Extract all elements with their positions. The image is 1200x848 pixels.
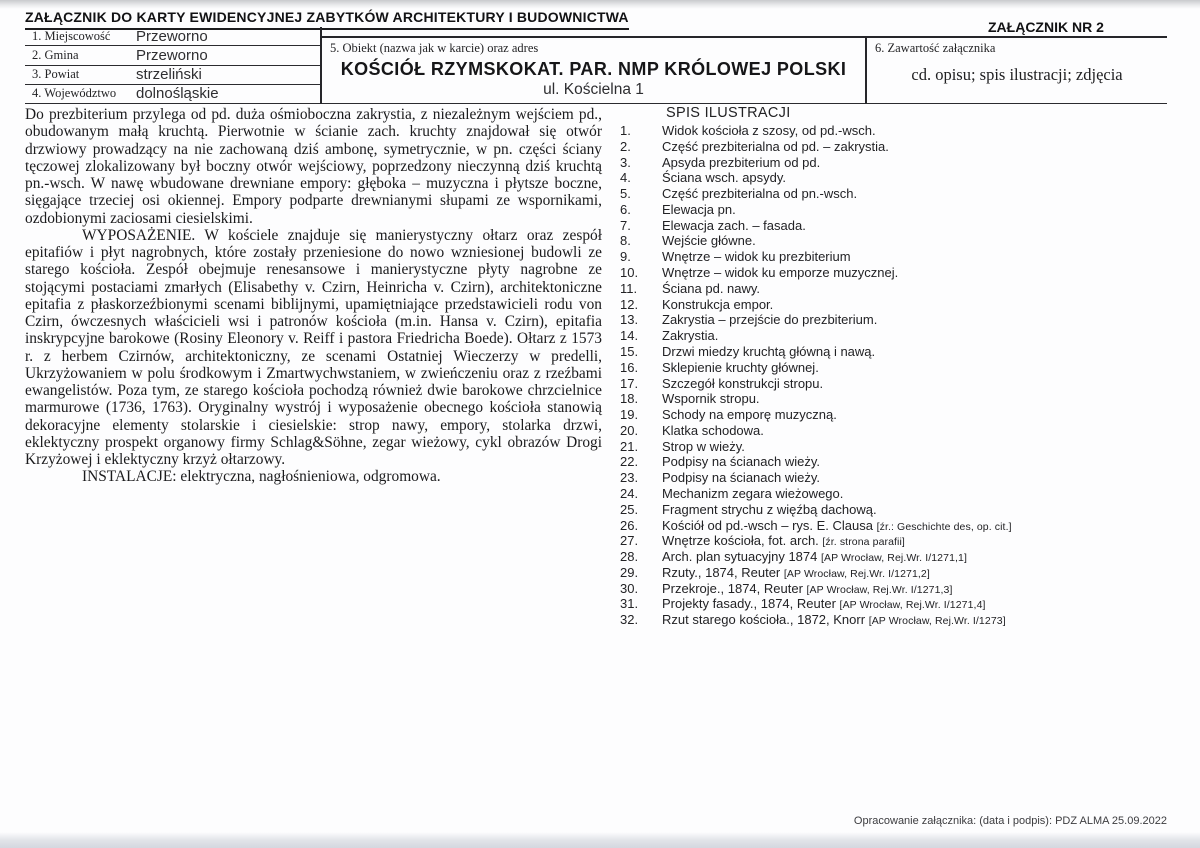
illustration-caption: Projekty fasady., 1874, Reuter	[662, 596, 836, 612]
illustration-number: 14.	[620, 328, 639, 344]
object-cell	[322, 36, 865, 104]
illustration-number: 4.	[620, 170, 631, 186]
illustration-text	[662, 250, 1085, 266]
illustration-caption: Wspornik stropu.	[662, 391, 760, 407]
illustration-ref: [AP Wrocław, Rej.Wr. I/1273]	[868, 615, 1006, 628]
object-address: ul. Kościelna 1	[543, 81, 644, 98]
illustration-number: 2.	[620, 138, 631, 154]
illustration-item	[620, 392, 1085, 408]
illustration-text	[662, 140, 1085, 156]
illustration-caption: Część prezbiterialna od pn.-wsch.	[662, 186, 858, 202]
illustration-text	[662, 503, 1085, 519]
illustration-ref: [AP Wrocław, Rej.Wr. I/1271,2]	[783, 567, 930, 580]
illustration-caption: Wnętrze – widok ku emporze muzycznej.	[662, 265, 899, 281]
illustration-item	[620, 187, 1085, 203]
illustration-item	[620, 566, 1085, 582]
illustration-item	[620, 234, 1085, 250]
illustration-number: 30.	[620, 580, 639, 596]
illustration-number: 11.	[620, 280, 638, 296]
illustrations-title: SPIS ILUSTRACJI	[666, 105, 791, 121]
illustration-number: 6.	[620, 201, 631, 217]
illustration-text	[662, 345, 1085, 361]
field-row	[25, 85, 320, 104]
field-label: 4. Województwo	[32, 86, 117, 101]
illustration-number: 25.	[620, 501, 639, 517]
illustration-item	[620, 219, 1085, 235]
illustration-item	[620, 487, 1085, 503]
illustration-text	[662, 440, 1085, 456]
illustration-caption: Arch. plan sytuacyjny 1874	[662, 549, 818, 565]
illustration-ref: [AP Wrocław, Rej.Wr. I/1271,1]	[821, 552, 967, 565]
illustration-ref: [źr.: Geschichte des, op. cit.]	[876, 520, 1012, 533]
illustration-caption: Rzuty., 1874, Reuter	[662, 564, 781, 580]
illustration-item	[620, 408, 1085, 424]
attachment-number: ZAŁĄCZNIK NR 2	[988, 19, 1104, 35]
illustration-item	[620, 140, 1085, 156]
illustration-number: 19.	[620, 407, 639, 423]
illustration-item	[620, 298, 1085, 314]
illustration-number: 3.	[620, 154, 631, 170]
illustration-item	[620, 550, 1085, 566]
illustration-number: 18.	[620, 391, 639, 407]
location-fields-table	[25, 27, 322, 104]
illustration-number: 12.	[620, 296, 639, 312]
field-row	[25, 27, 320, 46]
object-name: KOŚCIÓŁ RZYMSKOKAT. PAR. NMP KRÓLOWEJ POLSKI	[340, 59, 847, 79]
illustration-item	[620, 440, 1085, 456]
illustration-caption: Szczegół konstrukcji stropu.	[662, 375, 824, 391]
illustration-caption: Sklepienie kruchty głównej.	[662, 359, 819, 375]
field-row	[25, 46, 320, 65]
footer-note: Opracowanie załącznika: (data i podpis): PDZ ALMA 25.09.2022	[853, 815, 1167, 827]
illustration-caption: Wejście główne.	[662, 233, 756, 249]
illustration-number: 27.	[620, 533, 639, 549]
field-row	[25, 66, 320, 85]
description-paragraph: WYPOSAŻENIE. W kościele znajduje się manierystyczny ołtarz oraz zespół epitafiów i płyt nagrobnych, które zostały przeniesione do nowo wzniesionej budowli ze starego kościoła. Zespół obejmuje renesansowe i manierystyczne płyty nagrobne ze stojącymi postaciami zmarłych (Elisabethy v. Czirn, Heinricha v. Czirn), architektoniczne epitafia z płaskorzeźbionymi scenami biblijnymi, upamiętniające przedstawicieli rodu von Czirn, ówczesnych właścicieli wsi i patronów kościoła (m.in. Hansa v. Czirn), epitafia inskrypcyjne barokowe (Rosiny Eleonory v. Reiff i pastora Friedricha Boede). Ołtarz z 1573 r. z herbem Czirnów, architektoniczny, ze scenami Ostatniej Wieczerzy w predelli, Ukrzyżowaniem w polu środkowym i Zmartwychwstaniem, w zwieńczeniu oraz z rzeźbami ewangelistów. Poza tym, ze starego kościoła pochodzą również dwie barokowe chrzcielnice marmurowe (1736, 1763). Oryginalny wystrój i wyposażenie obecnego kościoła stanowią dekoracyjne elementy stolarskie i ciesielskie: strop nawy, empory, stolarka drzwi, eklektyczny prospekt organowy firmy Schlag&Söhne, zegar wieżowy, cykl obrazów Drogi Krzyżowej i eklektyczny krzyż ołtarzowy.	[25, 226, 602, 468]
field-value: strzeliński	[136, 66, 202, 84]
illustration-caption: Rzut starego kościoła., 1872, Knorr	[662, 612, 866, 628]
illustration-text	[662, 392, 1085, 408]
illustration-item	[620, 282, 1085, 298]
illustration-item	[620, 156, 1085, 172]
contents-cell	[865, 36, 1167, 104]
illustration-caption: Klatka schodowa.	[662, 422, 764, 438]
illustration-text	[662, 313, 1085, 329]
illustration-number: 32.	[620, 612, 639, 628]
illustration-ref: [AP Wrocław, Rej.Wr. I/1271,4]	[839, 599, 986, 612]
illustration-text	[662, 187, 1085, 203]
illustration-caption: Drzwi miedzy kruchtą główną i nawą.	[662, 343, 876, 359]
illustration-number: 26.	[620, 517, 639, 533]
illustration-item	[620, 503, 1085, 519]
illustration-item	[620, 534, 1085, 550]
illustration-ref: [źr. strona parafii]	[822, 536, 905, 549]
illustration-text	[662, 266, 1085, 282]
illustration-text	[662, 361, 1085, 377]
illustration-number: 9.	[620, 249, 631, 265]
illustration-item	[620, 203, 1085, 219]
description-paragraph: INSTALACJE: elektryczna, nagłośnieniowa, odgromowa.	[82, 468, 441, 486]
illustration-caption: Ściana pd. nawy.	[662, 280, 761, 296]
illustration-text	[662, 282, 1085, 298]
illustration-item	[620, 377, 1085, 393]
object-cell-label: 5. Obiekt (nazwa jak w karcie) oraz adres	[330, 41, 539, 55]
illustration-text	[662, 424, 1085, 440]
illustration-text	[662, 597, 1085, 613]
illustration-text	[662, 171, 1085, 187]
document-title: ZAŁĄCZNIK DO KARTY EWIDENCYJNEJ ZABYTKÓW ARCHITEKTURY I BUDOWNICTWA	[25, 9, 629, 30]
illustration-item	[620, 582, 1085, 598]
illustration-caption: Podpisy na ścianach wieży.	[662, 454, 821, 470]
illustration-number: 8.	[620, 233, 631, 249]
illustration-number: 21.	[620, 438, 639, 454]
illustration-number: 20.	[620, 422, 639, 438]
illustration-text	[662, 550, 1085, 566]
illustration-text	[662, 487, 1085, 503]
illustration-number: 17.	[620, 375, 639, 391]
illustrations-column	[620, 105, 1085, 629]
illustration-item	[620, 455, 1085, 471]
illustration-text	[662, 566, 1085, 582]
illustration-item	[620, 124, 1085, 140]
illustration-number: 7.	[620, 217, 631, 233]
illustration-text	[662, 234, 1085, 250]
illustration-caption: Wnętrze kościoła, fot. arch.	[662, 533, 819, 549]
illustration-caption: Widok kościoła z szosy, od pd.-wsch.	[662, 123, 876, 138]
illustration-item	[620, 171, 1085, 187]
illustration-text	[662, 203, 1085, 219]
illustration-caption: Przekroje., 1874, Reuter	[662, 580, 803, 596]
scan-edge-bottom	[0, 832, 1200, 848]
illustration-caption: Apsyda prezbiterium od pd.	[662, 154, 821, 170]
illustration-number: 5.	[620, 186, 631, 202]
illustration-caption: Kościół od pd.-wsch – rys. E. Clausa	[662, 517, 873, 533]
illustration-caption: Fragment strychu z więźbą dachową.	[662, 501, 877, 517]
illustration-caption: Schody na emporę muzyczną.	[662, 407, 837, 423]
field-value: Przeworno	[136, 27, 208, 45]
illustration-text	[662, 519, 1085, 535]
illustration-text	[662, 156, 1085, 172]
illustration-caption: Podpisy na ścianach wieży.	[662, 470, 821, 486]
illustration-text	[662, 582, 1085, 598]
illustration-item	[620, 597, 1085, 613]
description-paragraph: Do prezbiterium przylega od pd. duża ośmioboczna zakrystia, z niezależnym wejściem pd., obudowanym małą kruchtą. Pierwotnie w ścianie zach. kruchty znajdował się otwór drzwiowy prowadzący na nie zachowaną dziś ambonę, symetrycznie, w pn. części ściany tęczowej zlokalizowany był boczny otwór wejściowy, poprzedzony nieczynną dziś kruchtą pn.-wsch. W nawę wbudowane drewniane empory: głęboka – muzyczna i płytsze boczne, sięgające trzeciej osi okiennej. Empory podparte drewnianymi słupami ze wspornikami, ozdobionymi zaciosami ciesielskimi.	[25, 106, 602, 227]
illustration-caption: Wnętrze – widok ku prezbiterium	[662, 249, 851, 265]
illustration-text	[662, 613, 1085, 629]
illustration-item	[620, 613, 1085, 629]
contents-cell-label: 6. Zawartość załącznika	[875, 41, 996, 55]
field-value: Przeworno	[136, 46, 208, 64]
illustration-number: 31.	[620, 596, 639, 612]
field-label: 1. Miejscowość	[32, 28, 111, 43]
illustration-number: 1.	[620, 123, 631, 138]
field-label: 3. Powiat	[32, 67, 80, 82]
illustration-number: 22.	[620, 454, 639, 470]
illustration-caption: Zakrystia.	[662, 328, 719, 344]
illustration-item	[620, 266, 1085, 282]
illustration-number: 23.	[620, 470, 639, 486]
field-label: 2. Gmina	[32, 47, 79, 62]
illustration-item	[620, 313, 1085, 329]
illustration-item	[620, 471, 1085, 487]
illustration-caption: Strop w wieży.	[662, 438, 745, 454]
illustration-item	[620, 345, 1085, 361]
illustration-caption: Elewacja zach. – fasada.	[662, 217, 806, 233]
illustration-number: 24.	[620, 485, 639, 501]
illustration-text	[662, 329, 1085, 345]
illustration-item	[620, 424, 1085, 440]
illustration-item	[620, 519, 1085, 535]
illustration-text	[662, 219, 1085, 235]
illustration-item	[620, 361, 1085, 377]
illustration-number: 28.	[620, 549, 639, 565]
description-column	[25, 106, 602, 486]
scan-edge-top	[0, 0, 1200, 9]
illustration-caption: Mechanizm zegara wieżowego.	[662, 485, 844, 501]
illustration-number: 15.	[620, 343, 639, 359]
illustration-number: 16.	[620, 359, 639, 375]
illustration-number: 29.	[620, 564, 639, 580]
illustration-ref: [AP Wrocław, Rej.Wr. I/1271,3]	[806, 583, 953, 596]
illustration-item	[620, 250, 1085, 266]
illustration-text	[662, 408, 1085, 424]
illustration-caption: Zakrystia – przejście do prezbiterium.	[662, 312, 878, 328]
illustration-text	[662, 124, 1085, 140]
illustration-text	[662, 298, 1085, 314]
contents-cell-value: cd. opisu; spis ilustracji; zdjęcia	[911, 65, 1123, 84]
illustration-caption: Elewacja pn.	[662, 201, 736, 217]
illustration-text	[662, 455, 1085, 471]
field-value: dolnośląskie	[136, 85, 219, 103]
illustration-text	[662, 534, 1085, 550]
illustration-caption: Część prezbiterialna od pd. – zakrystia.	[662, 138, 889, 154]
illustration-text	[662, 471, 1085, 487]
illustration-number: 10.	[620, 265, 639, 281]
illustration-caption: Ściana wsch. apsydy.	[662, 170, 787, 186]
illustration-item	[620, 329, 1085, 345]
illustration-caption: Konstrukcja empor.	[662, 296, 774, 312]
illustration-text	[662, 377, 1085, 393]
illustration-number: 13.	[620, 312, 639, 328]
